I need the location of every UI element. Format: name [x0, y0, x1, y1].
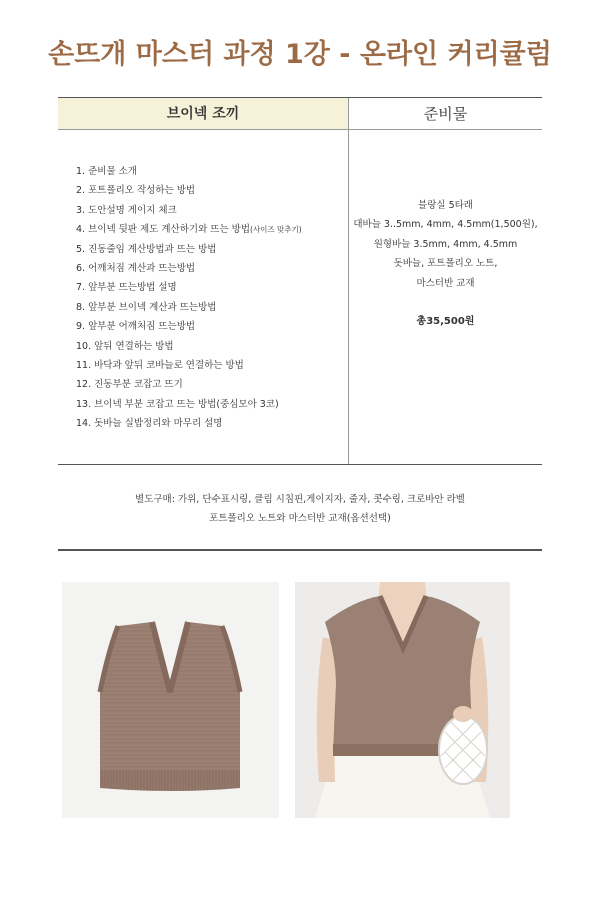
total-price: 총35,500원 — [416, 316, 475, 328]
curriculum-item: 13. 브이넥 부분 코잡고 뜨는 방법(중심모아 3코) — [76, 398, 279, 410]
extra-purchase-line: 포트폴리오 노트와 마스터반 교재(옵션선택) — [209, 513, 391, 524]
material-item: 대바늘 3..5mm, 4mm, 4.5mm(1,500원), — [353, 219, 538, 231]
curriculum-item: 3. 도안설명 게이지 체크 — [76, 204, 177, 216]
curriculum-item: 6. 어깨처짐 계산과 뜨는방법 — [76, 263, 196, 275]
curriculum-table — [58, 97, 542, 465]
page-title: 손뜨개 마스터 과정 1강 - 온라인 커리큘럼 — [48, 39, 552, 70]
vest-flatlay-illustration — [62, 582, 279, 818]
bottom-divider — [58, 549, 542, 551]
curriculum-item: 12. 진동부분 코잡고 뜨기 — [76, 379, 183, 391]
curriculum-item: 1. 준비물 소개 — [76, 166, 137, 177]
curriculum-item: 10. 앞뒤 연결하는 방법 — [76, 340, 174, 352]
materials-list — [349, 196, 542, 331]
curriculum-item: 4. 브이넥 뒷판 제도 계산하기와 뜨는 방법(사이즈 맞추기) — [76, 224, 302, 236]
curriculum-item: 14. 돗바늘 실밥정리와 마무리 설명 — [76, 418, 223, 430]
vest-flatlay-photo — [62, 582, 279, 818]
material-item: 마스터반 교재 — [416, 277, 475, 289]
curriculum-item: 2. 포트폴리오 작성하는 방법 — [76, 185, 196, 197]
curriculum-item: 5. 진동줄임 계산방법과 뜨는 방법 — [76, 243, 217, 255]
curriculum-item: 8. 앞부분 브이넥 계산과 뜨는방법 — [76, 301, 217, 313]
curriculum-item: 11. 바닥과 앞뒤 코바늘로 연결하는 방법 — [76, 360, 244, 372]
material-item: 블랑실 5타래 — [418, 200, 473, 211]
vest-model-illustration — [295, 582, 510, 818]
vest-model-photo — [295, 582, 510, 818]
curriculum-item: 9. 앞부분 어깨처짐 뜨는방법 — [76, 321, 196, 333]
curriculum-list — [76, 162, 346, 434]
extra-purchase-line: 별도구매: 가위, 단수표시링, 클림 시침핀,게이지자, 줄자, 콧수링, 크로바안 라벨 — [135, 494, 465, 505]
extra-purchase — [0, 490, 600, 528]
material-item: 원형바늘 3.5mm, 4mm, 4.5mm — [373, 238, 518, 250]
curriculum-item: 7. 앞부분 뜨는방법 설명 — [76, 282, 177, 294]
header-curriculum: 브이넥 조끼 — [58, 98, 348, 130]
header-materials: 준비물 — [349, 98, 542, 130]
material-item: 돗바늘, 포트폴리오 노트, — [393, 258, 498, 270]
curriculum-note: (사이즈 맞추기) — [250, 225, 302, 235]
